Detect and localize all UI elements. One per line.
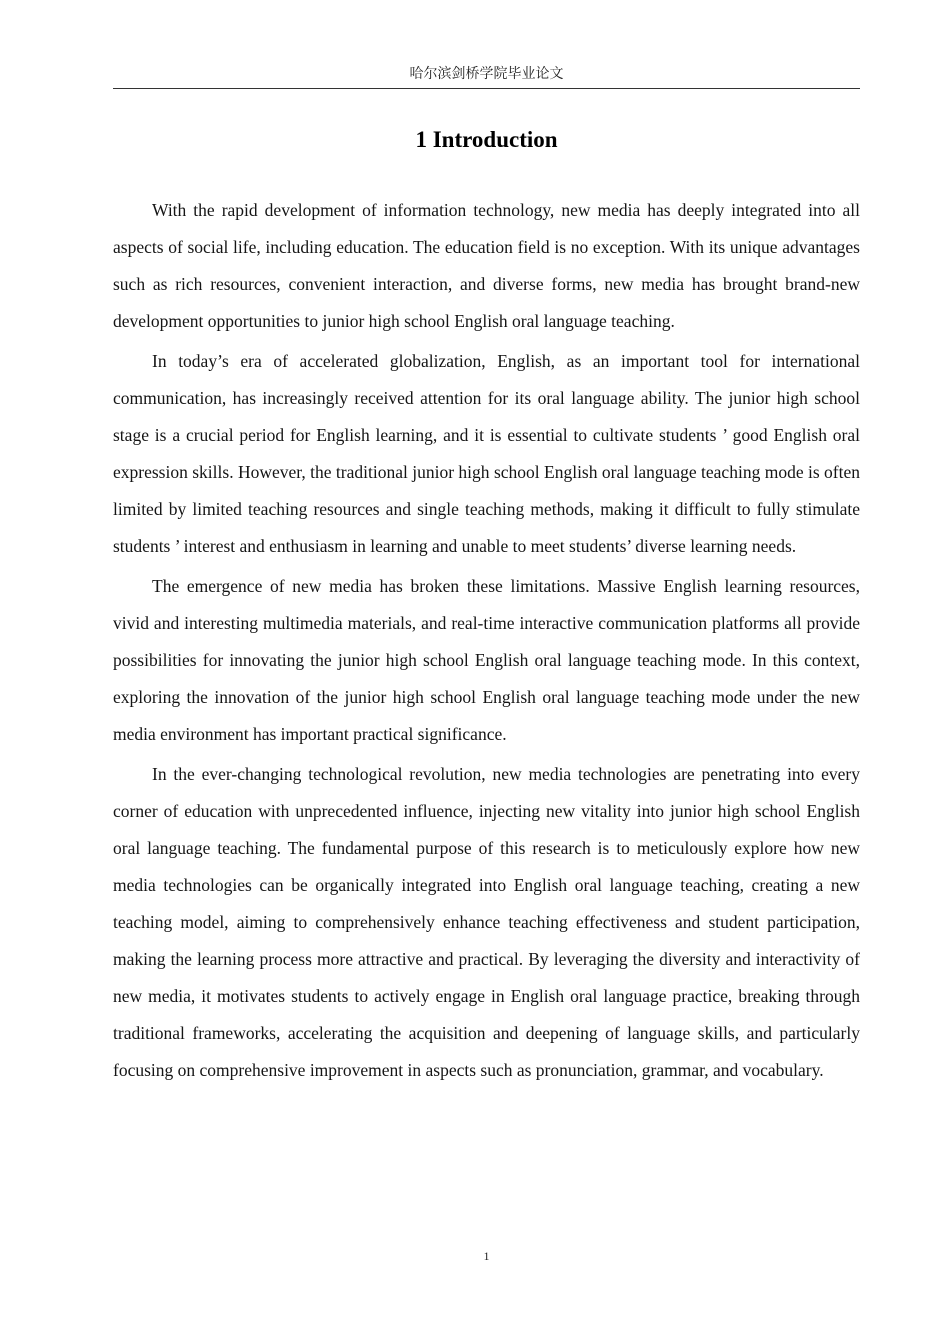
body-text	[113, 192, 860, 1092]
header-divider	[113, 88, 860, 89]
paragraph-1: With the rapid development of information technology, new media has deeply integrated into all aspects of social life, including education. The education field is no exception. With its unique advantages such as rich resources, convenient interaction, and diverse forms, new media has brought brand-new development opportunities to junior high school English oral language teaching.	[113, 200, 860, 331]
section-title: 1 Introduction	[415, 127, 558, 152]
paragraph-2: In today’s era of accelerated globalization, English, as an important tool for international communication, has increasingly received attention for its oral language ability. The junior high school stage is a crucial period for English learning, and it is essential to cultivate students ’ good English oral expression skills. However, the traditional junior high school English oral language teaching mode is often limited by limited teaching resources and single teaching methods, making it difficult to fully stimulate students ’ interest and enthusiasm in learning and unable to meet students’ diverse learning needs.	[113, 351, 860, 556]
paragraph-3: The emergence of new media has broken these limitations. Massive English learning resources, vivid and interesting multimedia materials, and real-time interactive communication platforms all provide possibilities for innovating the junior high school English oral language teaching mode. In this context, exploring the innovation of the junior high school English oral language teaching mode under the new media environment has important practical significance.	[113, 576, 860, 744]
running-header: 哈尔滨剑桥学院毕业论文	[409, 67, 564, 82]
paragraph-4: In the ever-changing technological revolution, new media technologies are penetrating into every corner of education with unprecedented influence, injecting new vitality into junior high school English oral language teaching. The fundamental purpose of this research is to meticulously explore how new media technologies can be organically integrated into English oral language teaching, creating a new teaching model, aiming to comprehensively enhance teaching effectiveness and student participation, making the learning process more attractive and practical. By leveraging the diversity and interactivity of new media, it motivates students to actively engage in English oral language practice, breaking through traditional frameworks, accelerating the acquisition and deepening of language skills, and particularly focusing on comprehensive improvement in aspects such as pronunciation, grammar, and vocabulary.	[113, 764, 860, 1080]
page-number: 1	[483, 1249, 490, 1263]
